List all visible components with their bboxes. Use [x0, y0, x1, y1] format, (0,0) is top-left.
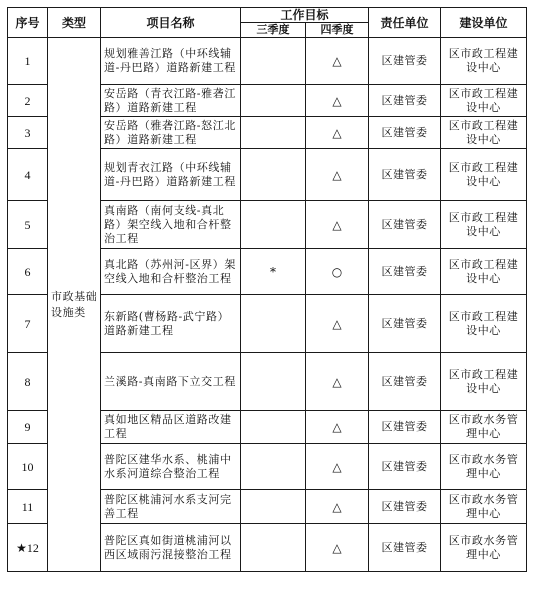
- row-builder: 区市政水务管理中心: [441, 444, 527, 490]
- header-builder: 建设单位: [441, 8, 527, 38]
- row-name: 普陀区桃浦河水系支河完善工程: [101, 490, 241, 524]
- row-responsible: 区建管委: [369, 490, 441, 524]
- row-q3: [241, 201, 306, 249]
- row-builder: 区市政工程建设中心: [441, 149, 527, 201]
- row-seq: 11: [8, 490, 48, 524]
- row-name: 安岳路（青衣江路-雅砻江路）道路新建工程: [101, 85, 241, 117]
- row-builder: 区市政工程建设中心: [441, 117, 527, 149]
- row-builder: 区市政工程建设中心: [441, 249, 527, 295]
- row-builder: 区市政工程建设中心: [441, 38, 527, 85]
- row-responsible: 区建管委: [369, 38, 441, 85]
- row-q3: [241, 149, 306, 201]
- row-q4: △: [306, 201, 369, 249]
- row-responsible: 区建管委: [369, 295, 441, 353]
- category-cell: 市政基础设施类: [48, 38, 101, 572]
- project-table-container: [7, 7, 527, 572]
- row-name: 兰溪路-真南路下立交工程: [101, 353, 241, 411]
- row-q3: [241, 524, 306, 572]
- header-seq: 序号: [8, 8, 48, 38]
- header-q3: 三季度: [241, 23, 306, 38]
- row-q3: *: [241, 249, 306, 295]
- row-q3: [241, 353, 306, 411]
- row-q4: △: [306, 85, 369, 117]
- row-responsible: 区建管委: [369, 524, 441, 572]
- row-name: 真南路（南何支线-真北路）架空线入地和合杆整治工程: [101, 201, 241, 249]
- row-seq: 2: [8, 85, 48, 117]
- row-responsible: 区建管委: [369, 117, 441, 149]
- row-q3: [241, 490, 306, 524]
- row-name: 真北路（苏州河-区界）架空线入地和合杆整治工程: [101, 249, 241, 295]
- row-q3: [241, 444, 306, 490]
- row-name: 普陀区建华水系、桃浦中水系河道综合整治工程: [101, 444, 241, 490]
- table-row: [8, 38, 527, 85]
- row-seq: 8: [8, 353, 48, 411]
- row-name: 规划雅善江路（中环线辅道-丹巴路）道路新建工程: [101, 38, 241, 85]
- row-responsible: 区建管委: [369, 411, 441, 444]
- row-seq: 7: [8, 295, 48, 353]
- row-name: 真如地区精品区道路改建工程: [101, 411, 241, 444]
- row-q3: [241, 411, 306, 444]
- row-responsible: 区建管委: [369, 353, 441, 411]
- row-name: 普陀区真如街道桃浦河以西区域雨污混接整治工程: [101, 524, 241, 572]
- header-name: 项目名称: [101, 8, 241, 38]
- row-seq: 10: [8, 444, 48, 490]
- row-q4: △: [306, 117, 369, 149]
- row-seq: 5: [8, 201, 48, 249]
- header-target: 工作目标: [241, 8, 369, 23]
- row-name: 东新路(曹杨路-武宁路）道路新建工程: [101, 295, 241, 353]
- row-q4: △: [306, 149, 369, 201]
- row-name: 规划青衣江路（中环线辅道-丹巴路）道路新建工程: [101, 149, 241, 201]
- row-builder: 区市政工程建设中心: [441, 85, 527, 117]
- row-q4: ○: [306, 249, 369, 295]
- row-seq: 1: [8, 38, 48, 85]
- row-responsible: 区建管委: [369, 201, 441, 249]
- row-seq: 6: [8, 249, 48, 295]
- row-seq: 9: [8, 411, 48, 444]
- row-responsible: 区建管委: [369, 149, 441, 201]
- row-builder: 区市政工程建设中心: [441, 295, 527, 353]
- row-name: 安岳路（雅砻江路-怒江北路）道路新建工程: [101, 117, 241, 149]
- project-table: [7, 7, 527, 572]
- header-type: 类型: [48, 8, 101, 38]
- row-responsible: 区建管委: [369, 444, 441, 490]
- row-q4: △: [306, 38, 369, 85]
- row-q3: [241, 295, 306, 353]
- row-q3: [241, 85, 306, 117]
- row-responsible: 区建管委: [369, 249, 441, 295]
- header-responsible: 责任单位: [369, 8, 441, 38]
- row-seq: 4: [8, 149, 48, 201]
- row-q4: △: [306, 295, 369, 353]
- row-q4: △: [306, 411, 369, 444]
- row-q4: △: [306, 524, 369, 572]
- header-row: [8, 8, 527, 23]
- header-q4: 四季度: [306, 23, 369, 38]
- row-builder: 区市政水务管理中心: [441, 411, 527, 444]
- row-q3: [241, 117, 306, 149]
- row-builder: 区市政水务管理中心: [441, 524, 527, 572]
- row-responsible: 区建管委: [369, 85, 441, 117]
- row-q4: △: [306, 490, 369, 524]
- row-builder: 区市政工程建设中心: [441, 201, 527, 249]
- row-seq: 3: [8, 117, 48, 149]
- row-builder: 区市政工程建设中心: [441, 353, 527, 411]
- row-q4: △: [306, 444, 369, 490]
- row-q4: △: [306, 353, 369, 411]
- row-builder: 区市政水务管理中心: [441, 490, 527, 524]
- row-q3: [241, 38, 306, 85]
- row-seq: ★12: [8, 524, 48, 572]
